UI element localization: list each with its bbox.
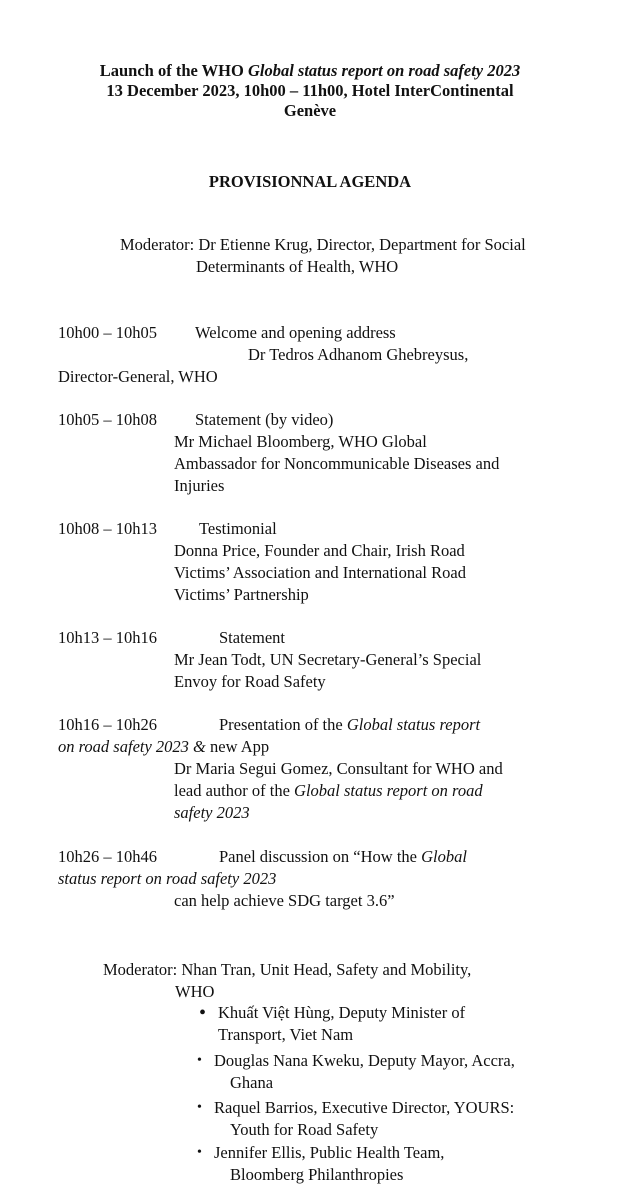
item-time: 10h13 – 10h16	[58, 628, 157, 647]
main-moderator-line-1: Moderator: Dr Etienne Krug, Director, Department for Social	[120, 235, 526, 254]
item-speaker-line-1: Dr Tedros Adhanom Ghebreysus,	[248, 345, 469, 364]
header-line-2: 13 December 2023, 10h00 – 11h00, Hotel InterContinental	[106, 81, 514, 100]
list-item: • Douglas Nana Kweku, Deputy Mayor, Accra, Ghana	[197, 1051, 515, 1092]
item-speaker-line-1: Mr Jean Todt, UN Secretary-General’s Special	[174, 650, 482, 669]
bullet-icon: •	[197, 1053, 202, 1068]
header-line-1: Launch of the WHO Global status report on road safety 2023	[99, 61, 521, 80]
item-title-line-2: status report on road safety 2023	[58, 869, 277, 888]
list-item: • Khuất Việt Hùng, Deputy Minister of Transport, Viet Nam	[199, 1002, 466, 1044]
item-speaker-line-2: Victims’ Association and International Road	[174, 563, 466, 582]
item-title: Statement (by video)	[195, 410, 334, 429]
panel-moderator-line-1: Moderator: Nhan Tran, Unit Head, Safety and Mobility,	[103, 960, 472, 979]
agenda-title: PROVISIONNAL AGENDA	[208, 172, 412, 191]
agenda-item-6: 10h26 – 10h46 Panel discussion on “How the Global status report on road safety 2023 can help achieve SDG target 3.6”	[58, 846, 568, 912]
agenda-item-1	[58, 322, 568, 388]
document-header	[0, 61, 620, 121]
item-speaker-line-1: Donna Price, Founder and Chair, Irish Road	[174, 541, 465, 560]
item-time: 10h00 – 10h05	[58, 323, 157, 342]
item-speaker-line-2: Envoy for Road Safety	[174, 672, 326, 691]
report-title: Global status report	[346, 715, 481, 734]
report-title: Global status report on road	[294, 781, 483, 800]
agenda-item-3	[58, 518, 568, 606]
bullet-icon: •	[199, 1002, 207, 1024]
bullet-icon: •	[197, 1100, 202, 1115]
panel-moderator	[103, 959, 553, 1003]
report-title: Global	[421, 847, 467, 866]
agenda-item-5: 10h16 – 10h26 Presentation of the Global status report on road safety 2023 & new App Dr Maria Segui Gomez, Consultant for WHO and lead author of the Global status report on road safety 2023	[58, 714, 568, 824]
item-time: 10h05 – 10h08	[58, 410, 157, 429]
item-title: Testimonial	[199, 519, 277, 538]
list-item: • Raquel Barrios, Executive Director, YOURS: Youth for Road Safety	[197, 1098, 515, 1139]
item-speaker-line-2: Ambassador for Noncommunicable Diseases and	[174, 454, 500, 473]
item-title: Statement	[219, 628, 285, 647]
item-speaker-line-3: Victims’ Partnership	[174, 585, 309, 604]
agenda-item-2	[58, 409, 568, 497]
item-time: 10h16 – 10h26	[58, 715, 157, 734]
item-speaker-line-1: Mr Michael Bloomberg, WHO Global	[174, 432, 427, 451]
main-moderator-line-2: Determinants of Health, WHO	[196, 257, 399, 276]
item-speaker-line-1: Dr Maria Segui Gomez, Consultant for WHO and	[174, 759, 503, 778]
item-time: 10h08 – 10h13	[58, 519, 157, 538]
header-line-3: Genève	[283, 101, 337, 120]
panel-moderator-line-2: WHO	[175, 982, 215, 1001]
item-time: 10h26 – 10h46	[58, 847, 157, 866]
item-title-line-2: on road safety 2023 & new App	[58, 737, 270, 756]
item-speaker-line-3: safety 2023	[174, 803, 250, 822]
item-speaker-line-3: Injuries	[174, 476, 225, 495]
list-item: • Jennifer Ellis, Public Health Team, Bloomberg Philanthropies	[197, 1143, 445, 1184]
item-title: Welcome and opening address	[195, 323, 396, 342]
main-moderator	[120, 234, 590, 278]
agenda-item-4	[58, 627, 568, 693]
bullet-icon: •	[197, 1145, 202, 1160]
item-speaker-line-2: lead author of the Global status report on road	[174, 781, 483, 800]
item-speaker-line-2: Director-General, WHO	[58, 367, 218, 386]
item-title-line-3: can help achieve SDG target 3.6”	[174, 891, 395, 910]
report-title: Global status report on road safety 2023	[247, 61, 521, 80]
